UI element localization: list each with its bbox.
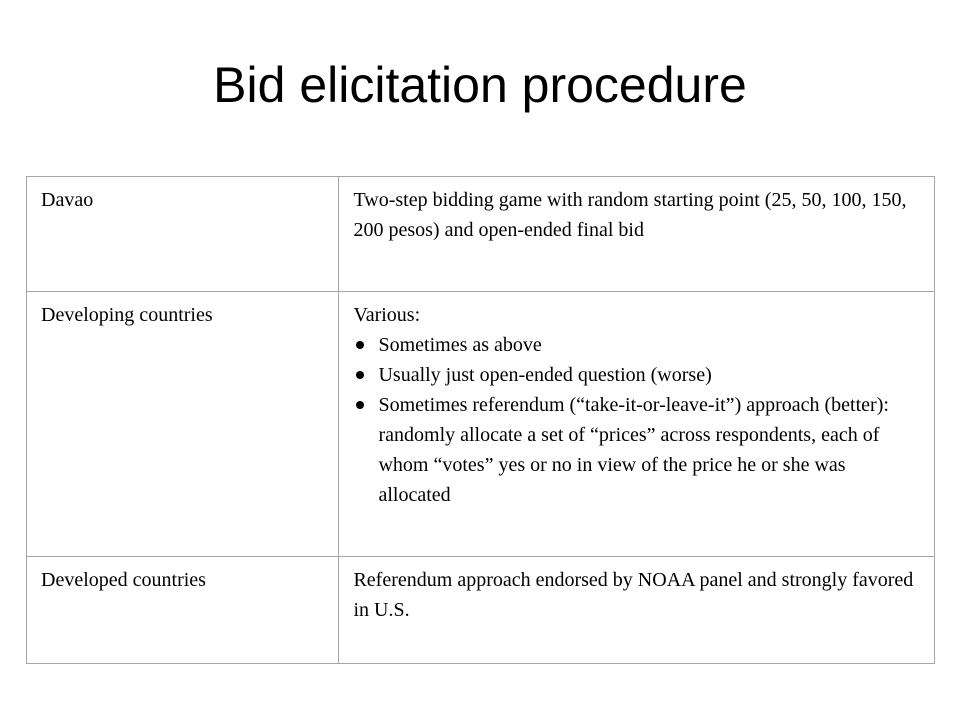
- bullet-list: [353, 330, 920, 510]
- table-row: [27, 292, 935, 557]
- bullet-item: Sometimes referendum (“take-it-or-leave-it”) approach (better): randomly allocate a set of “prices” across respondents, each of whom “votes” yes or no in view of the price he or she was allocated: [353, 390, 920, 510]
- row-label: Davao: [27, 177, 339, 292]
- row-description: [339, 292, 935, 557]
- row-description: Referendum approach endorsed by NOAA panel and strongly favored in U.S.: [339, 557, 935, 664]
- table-row: [27, 557, 935, 664]
- row-label: Developed countries: [27, 557, 339, 664]
- slide-title: Bid elicitation procedure: [213, 57, 747, 113]
- row-label: Developing countries: [27, 292, 339, 557]
- row-description: Two-step bidding game with random starting point (25, 50, 100, 150, 200 pesos) and open-ended final bid: [339, 177, 935, 292]
- bullet-item: Sometimes as above: [353, 330, 920, 360]
- comparison-table: [26, 176, 935, 664]
- bullet-item: Usually just open-ended question (worse): [353, 360, 920, 390]
- table-row: [27, 177, 935, 292]
- row-intro: Various:: [353, 304, 421, 326]
